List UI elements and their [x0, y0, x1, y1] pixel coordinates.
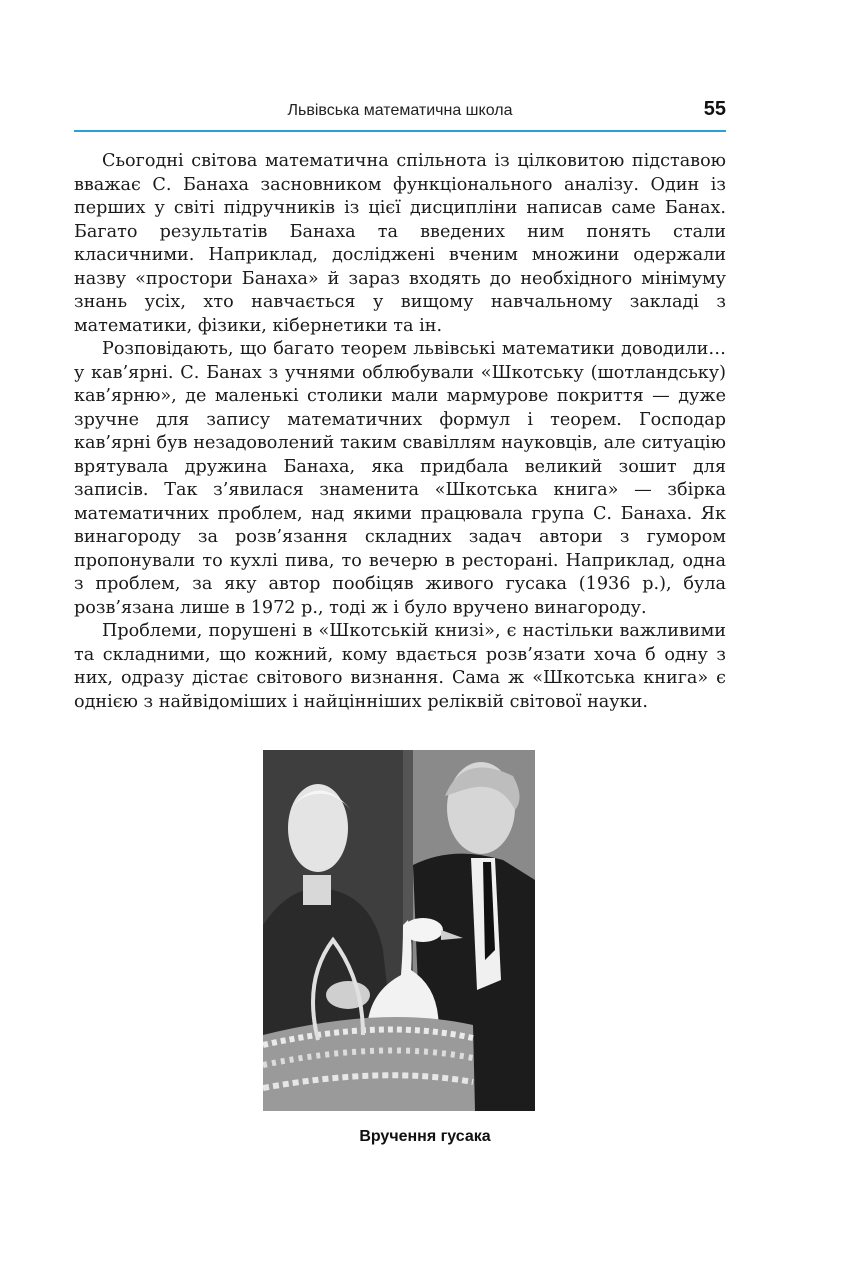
page-number: 55 — [703, 98, 726, 120]
photo-goose-presentation — [263, 750, 535, 1111]
older-man-head — [288, 784, 348, 872]
body-text — [74, 150, 726, 714]
paragraph-1: Сьогодні світова математична спільнота із цілковитою підставою вважає С. Банаха засновником функціонального аналізу. Один із перших у світі підручників із цієї дисципліни написав саме Банах. Багато результатів Банаха та введених ним понять стали класичними. Наприклад, досліджені вченим множини одержали назву «простори Банаха» й зараз входять до необхідного мінімуму знань усіх, хто навчається у вищому навчальному закладі з математики, фізики, кібернетики та ін. — [74, 151, 726, 336]
photo-illustration — [263, 750, 535, 1111]
paragraph-2: Розповідають, що багато теорем львівські математики доводили… у кав’ярні. С. Банах з учнями облюбували «Шкотську (шотландську) кав’ярню», де маленькі столики мали мармурове покриття — дуже зручне для запису математичних формул і теорем. Господар кав’ярні був незадоволений таким свавіллям науковців, але ситуацію врятувала дружина Банаха, яка придбала великий зошит для записів. Так з’явилася знаменита «Шкотська книга» — збірка математичних проблем, над якими працювала група С. Банаха. Як винагороду за розв’язання складних задач автори з гумором пропонували то кухлі пива, то вечерю в ресторані. Наприклад, одна з проблем, за яку автор пообіцяв живого гусака (1936 р.), була розв’язана лише в 1972 р., тоді ж і було вручено винагороду. — [74, 339, 726, 618]
goose-head — [403, 918, 443, 942]
figure-caption: Вручення гусака — [359, 1128, 491, 1145]
paragraph-3: Проблеми, порушені в «Шкотській книзі», є настільки важливими та складними, що кожний, кому вдається розв’язати хоча б одну з них, одразу дістає світового визнання. Сама ж «Шкотська книга» є однією з найвідоміших і найцінніших реліквій світової науки. — [74, 621, 726, 712]
older-man-hands — [326, 981, 370, 1009]
older-man-collar — [303, 875, 331, 905]
running-title: Львівська математична школа — [287, 102, 513, 119]
running-header — [74, 94, 726, 132]
